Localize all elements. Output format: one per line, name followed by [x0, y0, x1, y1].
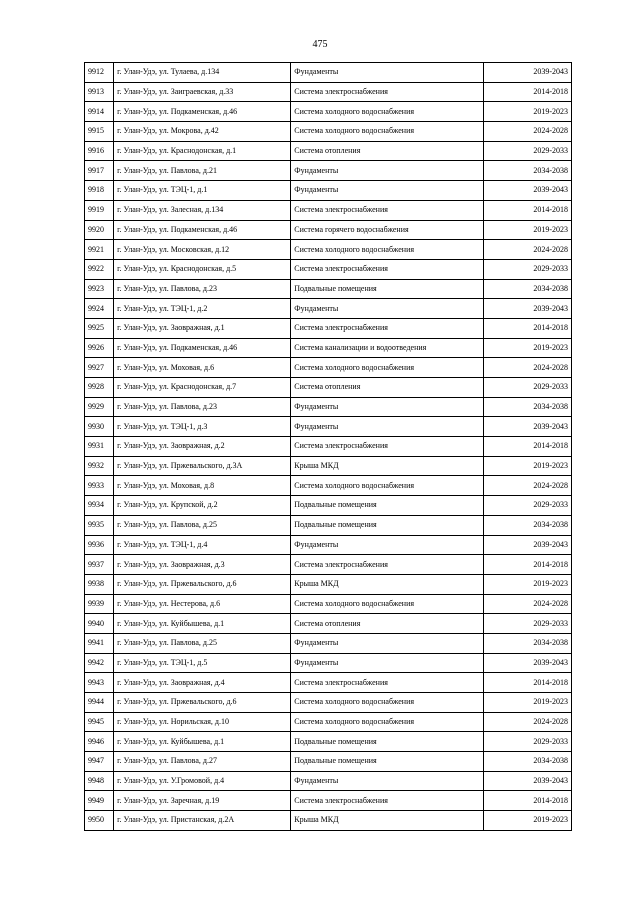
work-type-cell: Система электроснабжения: [291, 259, 484, 279]
work-type-cell: Подвальные помещения: [291, 496, 484, 516]
period-cell: 2019-2023: [484, 456, 572, 476]
work-type-cell: Фундаменты: [291, 771, 484, 791]
address-cell: г. Улан-Удэ, ул. Норильская, д.10: [114, 712, 291, 732]
address-cell: г. Улан-Удэ, ул. Заовражная, д.1: [114, 318, 291, 338]
table-row: [85, 653, 572, 673]
work-type-cell: Система холодного водоснабжения: [291, 240, 484, 260]
work-type-cell: Система электроснабжения: [291, 791, 484, 811]
period-cell: 2039-2043: [484, 771, 572, 791]
work-type-cell: Система отопления: [291, 141, 484, 161]
period-cell: 2014-2018: [484, 437, 572, 457]
period-cell: 2029-2033: [484, 614, 572, 634]
row-number: 9928: [85, 378, 114, 398]
address-cell: г. Улан-Удэ, ул. Крупской, д.2: [114, 496, 291, 516]
period-cell: 2019-2023: [484, 811, 572, 831]
period-cell: 2024-2028: [484, 476, 572, 496]
row-number: 9924: [85, 299, 114, 319]
address-cell: г. Улан-Удэ, ул. Куйбышева, д.1: [114, 732, 291, 752]
work-type-cell: Подвальные помещения: [291, 752, 484, 772]
address-cell: г. Улан-Удэ, ул. ТЭЦ-1, д.2: [114, 299, 291, 319]
work-type-cell: Система отопления: [291, 614, 484, 634]
address-cell: г. Улан-Удэ, ул. Мокрова, д.42: [114, 122, 291, 142]
work-type-cell: Подвальные помещения: [291, 732, 484, 752]
address-cell: г. Улан-Удэ, ул. Краснодонская, д.5: [114, 259, 291, 279]
address-cell: г. Улан-Удэ, ул. Заиграевская, д.33: [114, 82, 291, 102]
address-cell: г. Улан-Удэ, ул. ТЭЦ-1, д.1: [114, 181, 291, 201]
row-number: 9933: [85, 476, 114, 496]
table-row: [85, 574, 572, 594]
work-type-cell: Фундаменты: [291, 63, 484, 83]
work-type-cell: Система электроснабжения: [291, 82, 484, 102]
row-number: 9942: [85, 653, 114, 673]
address-cell: г. Улан-Удэ, ул. Павлова, д.25: [114, 633, 291, 653]
row-number: 9941: [85, 633, 114, 653]
work-type-cell: Крыша МКД: [291, 574, 484, 594]
work-type-cell: Система холодного водоснабжения: [291, 102, 484, 122]
period-cell: 2034-2038: [484, 515, 572, 535]
row-number: 9936: [85, 535, 114, 555]
work-type-cell: Система электроснабжения: [291, 437, 484, 457]
table-row: [85, 811, 572, 831]
row-number: 9917: [85, 161, 114, 181]
work-type-cell: Система электроснабжения: [291, 555, 484, 575]
table-body: [85, 63, 572, 831]
table-row: [85, 358, 572, 378]
period-cell: 2034-2038: [484, 279, 572, 299]
period-cell: 2019-2023: [484, 220, 572, 240]
address-cell: г. Улан-Удэ, ул. Заречная, д.19: [114, 791, 291, 811]
address-cell: г. Улан-Удэ, ул. Павлова, д.21: [114, 161, 291, 181]
period-cell: 2024-2028: [484, 594, 572, 614]
work-type-cell: Фундаменты: [291, 417, 484, 437]
address-cell: г. Улан-Удэ, ул. Павлова, д.27: [114, 752, 291, 772]
row-number: 9922: [85, 259, 114, 279]
table-row: [85, 397, 572, 417]
row-number: 9919: [85, 200, 114, 220]
table-row: [85, 338, 572, 358]
period-cell: 2024-2028: [484, 122, 572, 142]
row-number: 9926: [85, 338, 114, 358]
table-row: [85, 555, 572, 575]
work-type-cell: Система холодного водоснабжения: [291, 476, 484, 496]
period-cell: 2019-2023: [484, 693, 572, 713]
period-cell: 2029-2033: [484, 496, 572, 516]
table-row: [85, 614, 572, 634]
address-cell: г. Улан-Удэ, ул. Заовражная, д.4: [114, 673, 291, 693]
table-row: [85, 594, 572, 614]
row-number: 9945: [85, 712, 114, 732]
row-number: 9949: [85, 791, 114, 811]
work-type-cell: Система электроснабжения: [291, 200, 484, 220]
period-cell: 2029-2033: [484, 259, 572, 279]
period-cell: 2034-2038: [484, 752, 572, 772]
row-number: 9925: [85, 318, 114, 338]
table-row: [85, 633, 572, 653]
period-cell: 2014-2018: [484, 318, 572, 338]
row-number: 9946: [85, 732, 114, 752]
address-cell: г. Улан-Удэ, ул. У.Громовой, д.4: [114, 771, 291, 791]
row-number: 9935: [85, 515, 114, 535]
table-row: [85, 141, 572, 161]
row-number: 9944: [85, 693, 114, 713]
table-row: [85, 496, 572, 516]
row-number: 9934: [85, 496, 114, 516]
table-row: [85, 791, 572, 811]
work-type-cell: Система горячего водоснабжения: [291, 220, 484, 240]
work-type-cell: Система электроснабжения: [291, 673, 484, 693]
period-cell: 2024-2028: [484, 358, 572, 378]
table-row: [85, 63, 572, 83]
address-cell: г. Улан-Удэ, ул. ТЭЦ-1, д.4: [114, 535, 291, 555]
period-cell: 2034-2038: [484, 161, 572, 181]
work-type-cell: Фундаменты: [291, 181, 484, 201]
period-cell: 2034-2038: [484, 633, 572, 653]
address-cell: г. Улан-Удэ, ул. Заовражная, д.3: [114, 555, 291, 575]
table-row: [85, 693, 572, 713]
work-type-cell: Фундаменты: [291, 397, 484, 417]
address-cell: г. Улан-Удэ, ул. Нестерова, д.6: [114, 594, 291, 614]
period-cell: 2019-2023: [484, 574, 572, 594]
row-number: 9937: [85, 555, 114, 575]
period-cell: 2029-2033: [484, 378, 572, 398]
row-number: 9950: [85, 811, 114, 831]
table-row: [85, 712, 572, 732]
row-number: 9923: [85, 279, 114, 299]
work-type-cell: Фундаменты: [291, 299, 484, 319]
row-number: 9929: [85, 397, 114, 417]
row-number: 9920: [85, 220, 114, 240]
table-row: [85, 240, 572, 260]
period-cell: 2014-2018: [484, 555, 572, 575]
period-cell: 2039-2043: [484, 299, 572, 319]
period-cell: 2024-2028: [484, 240, 572, 260]
address-cell: г. Улан-Удэ, ул. Куйбышева, д.1: [114, 614, 291, 634]
period-cell: 2019-2023: [484, 338, 572, 358]
work-type-cell: Подвальные помещения: [291, 279, 484, 299]
row-number: 9931: [85, 437, 114, 457]
row-number: 9939: [85, 594, 114, 614]
work-type-cell: Крыша МКД: [291, 456, 484, 476]
row-number: 9930: [85, 417, 114, 437]
work-type-cell: Фундаменты: [291, 161, 484, 181]
address-cell: г. Улан-Удэ, ул. ТЭЦ-1, д.5: [114, 653, 291, 673]
row-number: 9938: [85, 574, 114, 594]
row-number: 9927: [85, 358, 114, 378]
work-type-cell: Фундаменты: [291, 535, 484, 555]
table-row: [85, 122, 572, 142]
row-number: 9940: [85, 614, 114, 634]
address-cell: г. Улан-Удэ, ул. Краснодонская, д.7: [114, 378, 291, 398]
table-row: [85, 732, 572, 752]
table-row: [85, 318, 572, 338]
period-cell: 2039-2043: [484, 63, 572, 83]
work-type-cell: Система холодного водоснабжения: [291, 358, 484, 378]
address-cell: г. Улан-Удэ, ул. ТЭЦ-1, д.3: [114, 417, 291, 437]
address-cell: г. Улан-Удэ, ул. Пристанская, д.2А: [114, 811, 291, 831]
period-cell: 2014-2018: [484, 673, 572, 693]
address-cell: г. Улан-Удэ, ул. Подкаменская, д.46: [114, 338, 291, 358]
period-cell: 2019-2023: [484, 102, 572, 122]
address-cell: г. Улан-Удэ, ул. Подкаменская, д.46: [114, 220, 291, 240]
address-cell: г. Улан-Удэ, ул. Моховая, д.6: [114, 358, 291, 378]
period-cell: 2034-2038: [484, 397, 572, 417]
work-type-cell: Система отопления: [291, 378, 484, 398]
table-row: [85, 299, 572, 319]
table-row: [85, 437, 572, 457]
address-cell: г. Улан-Удэ, ул. Заовражная, д.2: [114, 437, 291, 457]
period-cell: 2014-2018: [484, 791, 572, 811]
table-row: [85, 476, 572, 496]
address-cell: г. Улан-Удэ, ул. Пржевальского, д.6: [114, 693, 291, 713]
address-cell: г. Улан-Удэ, ул. Павлова, д.23: [114, 279, 291, 299]
period-cell: 2014-2018: [484, 200, 572, 220]
address-cell: г. Улан-Удэ, ул. Павлова, д.23: [114, 397, 291, 417]
row-number: 9912: [85, 63, 114, 83]
period-cell: 2024-2028: [484, 712, 572, 732]
address-cell: г. Улан-Удэ, ул. Пржевальского, д.3А: [114, 456, 291, 476]
table-row: [85, 771, 572, 791]
period-cell: 2029-2033: [484, 732, 572, 752]
row-number: 9914: [85, 102, 114, 122]
row-number: 9915: [85, 122, 114, 142]
work-type-cell: Система канализации и водоотведения: [291, 338, 484, 358]
table-row: [85, 673, 572, 693]
address-cell: г. Улан-Удэ, ул. Пржевальского, д.6: [114, 574, 291, 594]
address-cell: г. Улан-Удэ, ул. Подкаменская, д.46: [114, 102, 291, 122]
table-row: [85, 378, 572, 398]
row-number: 9921: [85, 240, 114, 260]
table-row: [85, 752, 572, 772]
table-row: [85, 181, 572, 201]
row-number: 9943: [85, 673, 114, 693]
table-row: [85, 535, 572, 555]
address-cell: г. Улан-Удэ, ул. Павлова, д.25: [114, 515, 291, 535]
row-number: 9916: [85, 141, 114, 161]
work-type-cell: Система холодного водоснабжения: [291, 712, 484, 732]
table-row: [85, 259, 572, 279]
work-type-cell: Крыша МКД: [291, 811, 484, 831]
table-row: [85, 279, 572, 299]
table-row: [85, 417, 572, 437]
address-cell: г. Улан-Удэ, ул. Краснодонская, д.1: [114, 141, 291, 161]
period-cell: 2014-2018: [484, 82, 572, 102]
period-cell: 2029-2033: [484, 141, 572, 161]
period-cell: 2039-2043: [484, 417, 572, 437]
period-cell: 2039-2043: [484, 535, 572, 555]
table-row: [85, 200, 572, 220]
table-row: [85, 161, 572, 181]
table-row: [85, 515, 572, 535]
row-number: 9947: [85, 752, 114, 772]
table-row: [85, 220, 572, 240]
period-cell: 2039-2043: [484, 181, 572, 201]
row-number: 9932: [85, 456, 114, 476]
table-row: [85, 102, 572, 122]
work-type-cell: Система электроснабжения: [291, 318, 484, 338]
address-cell: г. Улан-Удэ, ул. Моховая, д.8: [114, 476, 291, 496]
address-cell: г. Улан-Удэ, ул. Залесная, д.134: [114, 200, 291, 220]
work-type-cell: Подвальные помещения: [291, 515, 484, 535]
row-number: 9948: [85, 771, 114, 791]
work-type-cell: Система холодного водоснабжения: [291, 122, 484, 142]
table-row: [85, 456, 572, 476]
address-cell: г. Улан-Удэ, ул. Московская, д.12: [114, 240, 291, 260]
row-number: 9918: [85, 181, 114, 201]
address-cell: г. Улан-Удэ, ул. Тулаева, д.134: [114, 63, 291, 83]
work-type-cell: Фундаменты: [291, 633, 484, 653]
work-type-cell: Фундаменты: [291, 653, 484, 673]
period-cell: 2039-2043: [484, 653, 572, 673]
row-number: 9913: [85, 82, 114, 102]
work-type-cell: Система холодного водоснабжения: [291, 693, 484, 713]
table-row: [85, 82, 572, 102]
registry-table: [84, 62, 572, 831]
work-type-cell: Система холодного водоснабжения: [291, 594, 484, 614]
page-number: 475: [312, 39, 328, 50]
